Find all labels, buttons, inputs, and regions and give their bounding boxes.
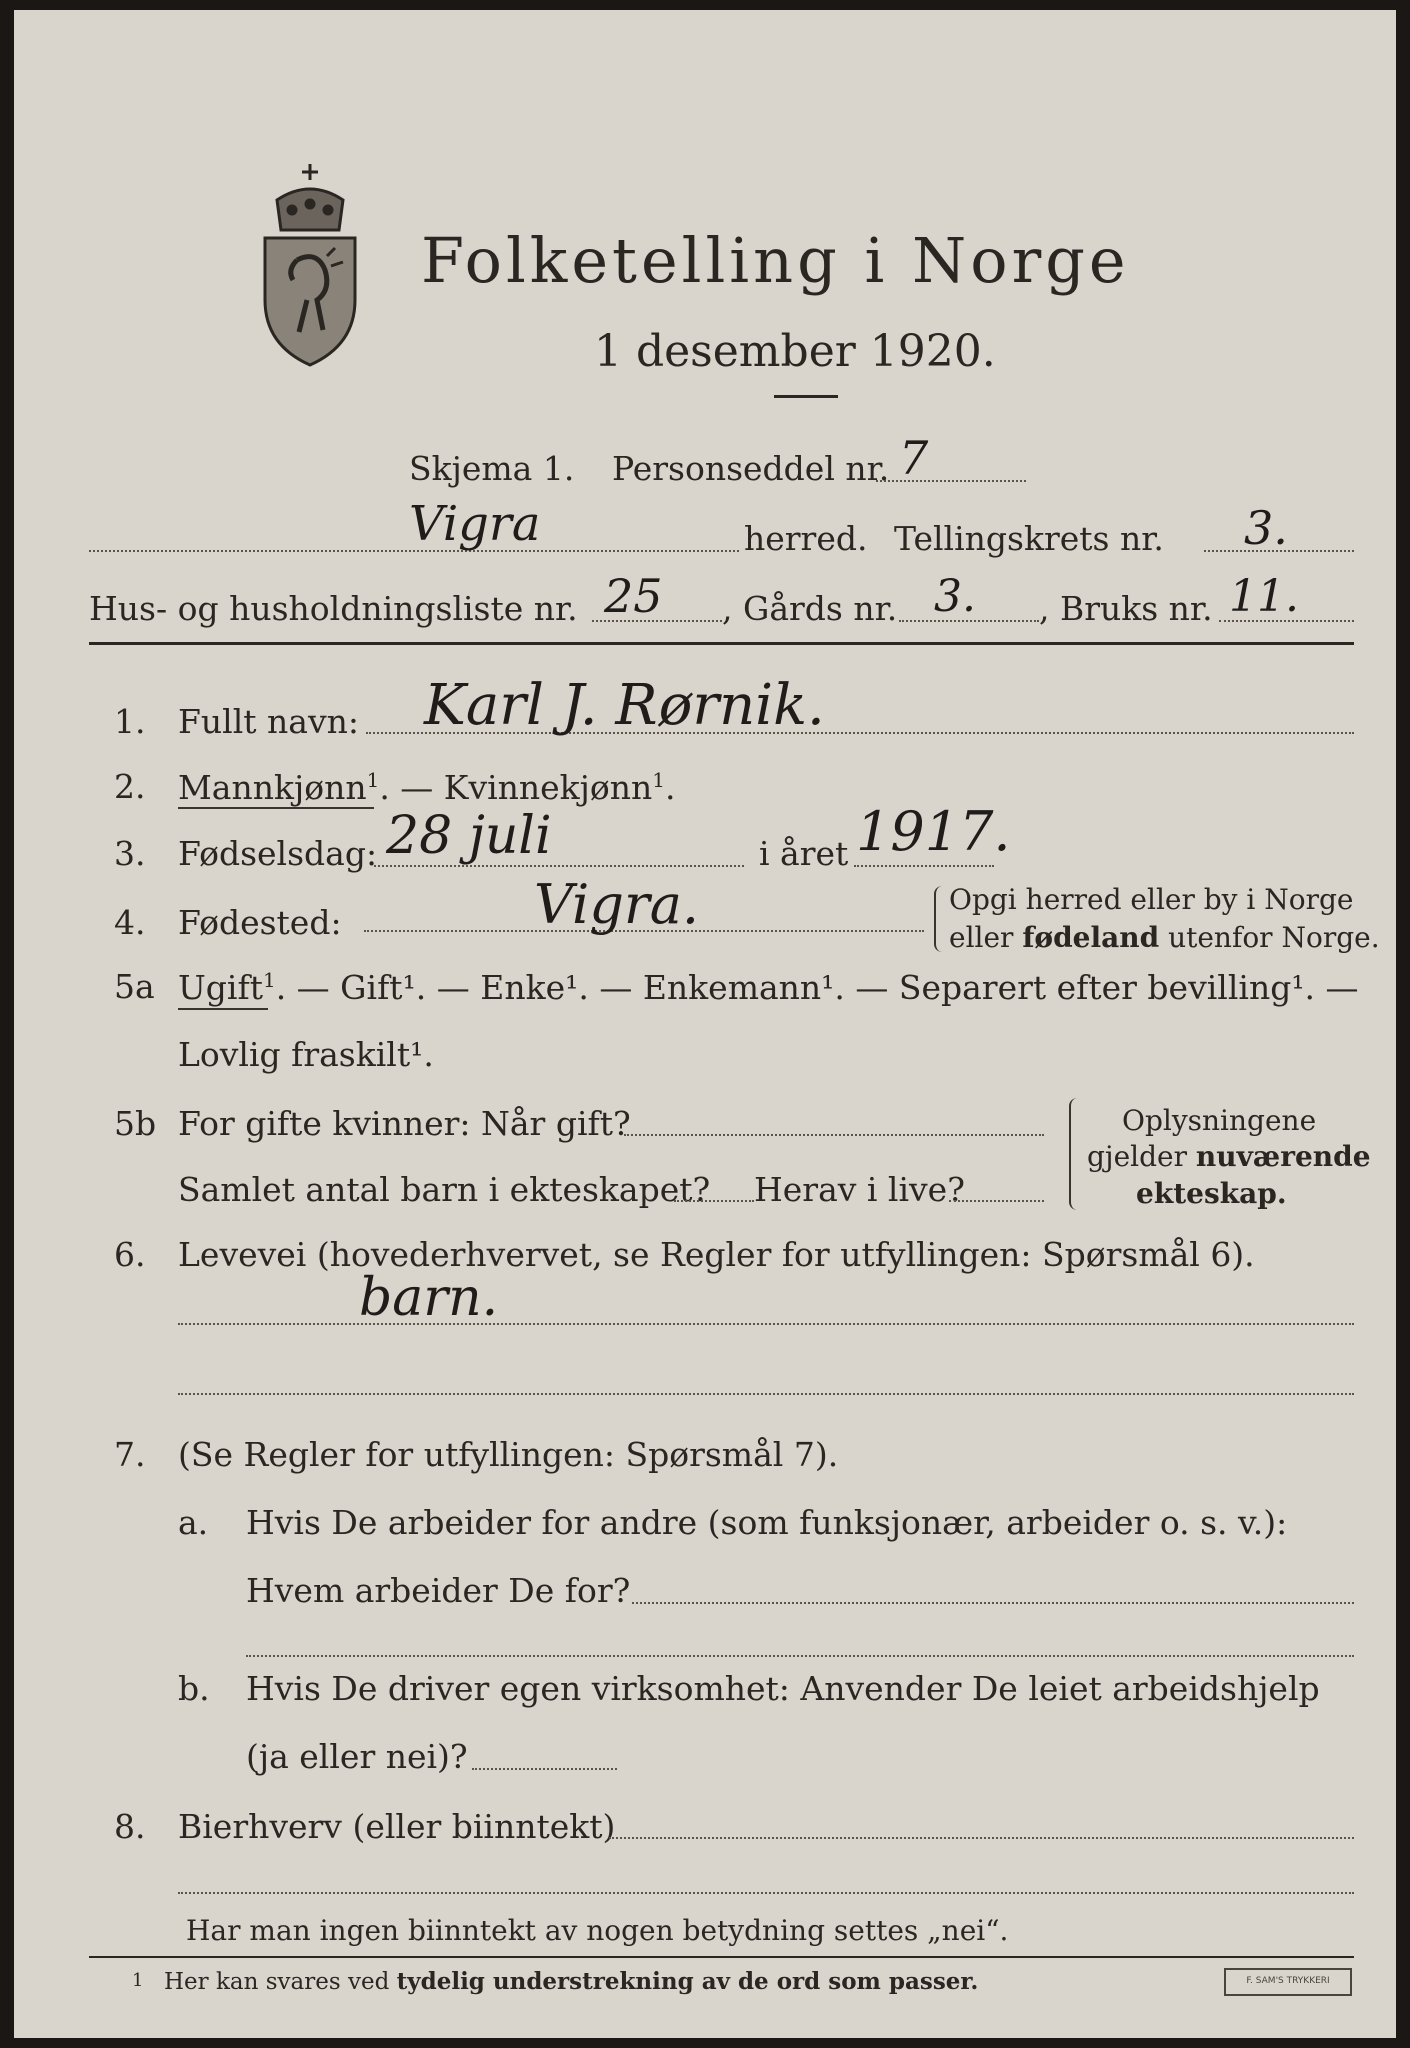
q8-line1 — [609, 1837, 1354, 1839]
q3-day-value: 28 juli — [386, 806, 552, 866]
q3-label: Fødselsdag: — [178, 834, 378, 873]
q5b-line3 — [949, 1200, 1044, 1202]
norwegian-coat-of-arms-icon — [247, 160, 373, 370]
footnote-mark: 1 — [132, 1970, 144, 1991]
form-title: Folketelling i Norge — [421, 224, 1130, 297]
q1-label: Fullt navn: — [178, 702, 359, 741]
q3-year-line — [854, 865, 994, 867]
q5b-line1 — [624, 1134, 1044, 1136]
q4-value: Vigra. — [534, 873, 700, 936]
bruks-value: 11. — [1229, 571, 1299, 622]
printer-stamp: F. SAM'S TRYKKERI — [1224, 1968, 1352, 1996]
q7a-text: Hvis De arbeider for andre (som funksjonær, arbeider o. s. v.): — [246, 1503, 1288, 1542]
skjema-label: Skjema 1. — [409, 449, 575, 488]
personseddel-label: Personseddel nr. — [612, 449, 890, 488]
q5a-number: 5a — [114, 967, 155, 1006]
q5a-ugift-underline — [178, 1008, 268, 1010]
q4-note-brace — [934, 886, 944, 952]
q5b-number: 5b — [114, 1104, 157, 1143]
herred-value: Vigra — [409, 496, 541, 552]
q5a-options: Ugift$^1$. — Gift¹. — Enke¹. — Enkemann¹. — Separert efter bevilling¹. — — [178, 968, 1359, 1007]
q2-kvinne-option: Kvinnekjønn — [443, 768, 653, 807]
q6-line1 — [178, 1323, 1354, 1325]
q4-note-line2: eller fødeland utenfor Norge. — [949, 921, 1380, 954]
census-date: 1 desember 1920. — [594, 326, 996, 377]
q7a-line1 — [632, 1602, 1354, 1604]
q8-number: 8. — [114, 1807, 146, 1846]
q7a-question: Hvem arbeider De for? — [246, 1571, 631, 1610]
q6-line2 — [178, 1393, 1354, 1395]
footnote-text: Her kan svares ved tydelig understrekning av de ord som passer. — [164, 1968, 979, 1995]
q5b-label2: Samlet antal barn i ekteskapet? — [178, 1170, 711, 1209]
q7b-question: (ja eller nei)? — [246, 1737, 468, 1776]
herred-label: herred. — [744, 519, 868, 558]
q5b-label1: For gifte kvinner: Når gift? — [178, 1104, 631, 1143]
q8-label: Bierhverv (eller biinntekt) — [178, 1807, 616, 1846]
q6-number: 6. — [114, 1235, 146, 1274]
q5a-ugift-option: Ugift — [178, 968, 263, 1007]
title-divider — [774, 395, 838, 398]
q1-number: 1. — [114, 702, 146, 741]
q4-number: 4. — [114, 903, 146, 942]
q3-number: 3. — [114, 834, 146, 873]
q8-line2 — [178, 1892, 1354, 1894]
q8-note: Har man ingen biinntekt av nogen betydning settes „nei“. — [186, 1914, 1009, 1947]
q2-number: 2. — [114, 767, 146, 806]
footnote-divider — [89, 1956, 1354, 1958]
q7b-text: Hvis De driver egen virksomhet: Anvender De leiet arbeidshjelp — [246, 1669, 1320, 1708]
q7b-line — [472, 1768, 617, 1770]
header-divider — [89, 642, 1354, 645]
q5b-note3: ekteskap. — [1136, 1177, 1287, 1210]
q2-options: Mannkjønn$^1$. — Kvinnekjønn$^1$. — [178, 768, 676, 807]
q7a-line2 — [246, 1655, 1354, 1657]
hus-value: 25 — [604, 569, 663, 623]
personseddel-value: 7 — [899, 431, 929, 485]
tellingskrets-label: Tellingskrets nr. — [894, 519, 1164, 558]
bruks-label: , Bruks nr. — [1039, 589, 1213, 628]
q5b-note2: gjelder nuværende — [1087, 1140, 1371, 1173]
q3-aaret-label: i året — [759, 834, 849, 873]
q4-note-foedeland: fødeland — [1022, 921, 1160, 954]
q7b-letter: b. — [178, 1669, 210, 1708]
q1-value: Karl J. Rørnik. — [424, 673, 825, 738]
q5b-note-brace — [1069, 1098, 1081, 1210]
gards-label: , Gårds nr. — [722, 589, 898, 628]
census-form-page — [14, 10, 1396, 2038]
hus-label: Hus- og husholdningsliste nr. — [89, 589, 578, 628]
tellingskrets-value: 3. — [1244, 501, 1288, 555]
q5b-line2 — [674, 1200, 754, 1202]
q5a-line2: Lovlig fraskilt¹. — [178, 1035, 434, 1074]
q4-note-line1: Opgi herred eller by i Norge — [949, 883, 1354, 916]
gards-value: 3. — [934, 571, 976, 622]
q2-mann-underline — [178, 807, 374, 809]
q7a-letter: a. — [178, 1503, 209, 1542]
q2-mann-option: Mannkjønn — [178, 768, 367, 807]
q3-year-value: 1917. — [856, 800, 1011, 863]
q5b-note1: Oplysningene — [1122, 1104, 1317, 1137]
q6-value: barn. — [359, 1268, 499, 1328]
q6-label: Levevei (hovederhvervet, se Regler for utfyllingen: Spørsmål 6). — [178, 1235, 1255, 1274]
q5b-label3: Herav i live? — [754, 1170, 965, 1209]
q7-label: (Se Regler for utfyllingen: Spørsmål 7). — [178, 1435, 839, 1474]
q7-number: 7. — [114, 1435, 146, 1474]
q4-label: Fødested: — [178, 903, 342, 942]
